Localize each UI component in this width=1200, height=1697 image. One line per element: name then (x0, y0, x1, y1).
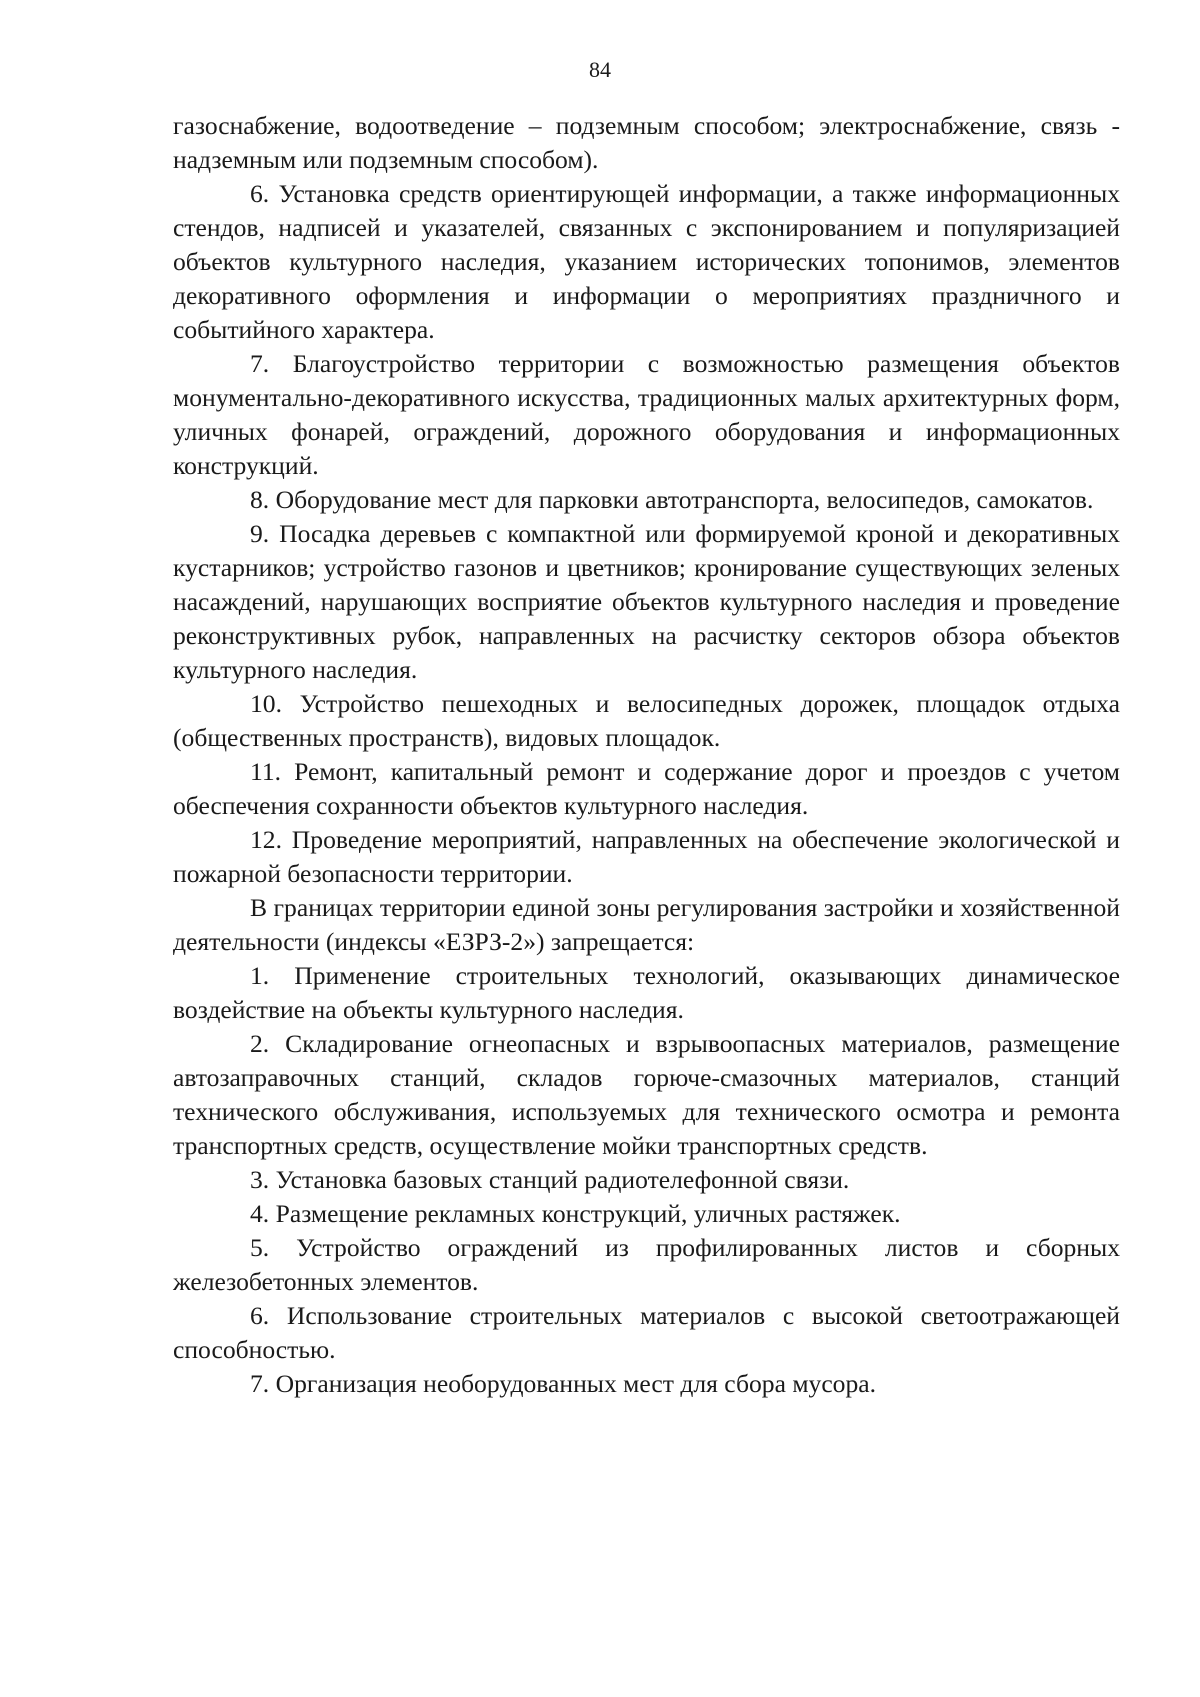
paragraph: В границах территории единой зоны регулирования застройки и хозяйственной деятельности (индексы «ЕЗРЗ-2») запрещается: (173, 893, 1120, 956)
paragraph: 4. Размещение рекламных конструкций, уличных растяжек. (250, 1199, 901, 1228)
paragraph: 2. Складирование огнеопасных и взрывоопасных материалов, размещение автозаправочных станций, складов горюче-смазочных материалов, станций технического обслуживания, используемых для технического осмотра и ремонта транспортных средств, осуществление мойки транспортных средств. (173, 1029, 1120, 1160)
paragraph: 1. Применение строительных технологий, оказывающих динамическое воздействие на объекты культурного наследия. (173, 961, 1120, 1024)
paragraph: 9. Посадка деревьев с компактной или формируемой кроной и декоративных кустарников; устройство газонов и цветников; кронирование существующих зеленых насаждений, нарушающих восприятие объектов культурного наследия и проведение реконструктивных рубок, направленных на расчистку секторов обзора объектов культурного наследия. (173, 519, 1120, 684)
paragraph: 12. Проведение мероприятий, направленных на обеспечение экологической и пожарной безопасности территории. (173, 825, 1120, 888)
paragraph: 10. Устройство пешеходных и велосипедных дорожек, площадок отдыха (общественных пространств), видовых площадок. (173, 689, 1120, 752)
paragraph: газоснабжение, водоотведение – подземным способом; электроснабжение, связь - надземным или подземным способом). (173, 111, 1120, 174)
paragraph: 8. Оборудование мест для парковки автотранспорта, велосипедов, самокатов. (250, 485, 1094, 514)
paragraph: 3. Установка базовых станций радиотелефонной связи. (250, 1165, 850, 1194)
paragraph: 5. Устройство ограждений из профилированных листов и сборных железобетонных элементов. (173, 1233, 1120, 1296)
paragraph: 7. Благоустройство территории с возможностью размещения объектов монументально-декоративного искусства, традиционных малых архитектурных форм, уличных фонарей, ограждений, дорожного оборудования и информационных конструкций. (173, 349, 1120, 480)
paragraph: 7. Организация необорудованных мест для сбора мусора. (250, 1369, 877, 1398)
paragraph: 11. Ремонт, капитальный ремонт и содержание дорог и проездов с учетом обеспечения сохранности объектов культурного наследия. (173, 757, 1120, 820)
document-body (173, 109, 1120, 1401)
paragraph: 6. Использование строительных материалов с высокой светоотражающей способностью. (173, 1301, 1120, 1364)
paragraph: 6. Установка средств ориентирующей информации, а также информационных стендов, надписей и указателей, связанных с экспонированием и популяризацией объектов культурного наследия, указанием исторических топонимов, элементов декоративного оформления и информации о мероприятиях праздничного и событийного характера. (173, 179, 1120, 344)
page-number: 84 (589, 57, 611, 82)
